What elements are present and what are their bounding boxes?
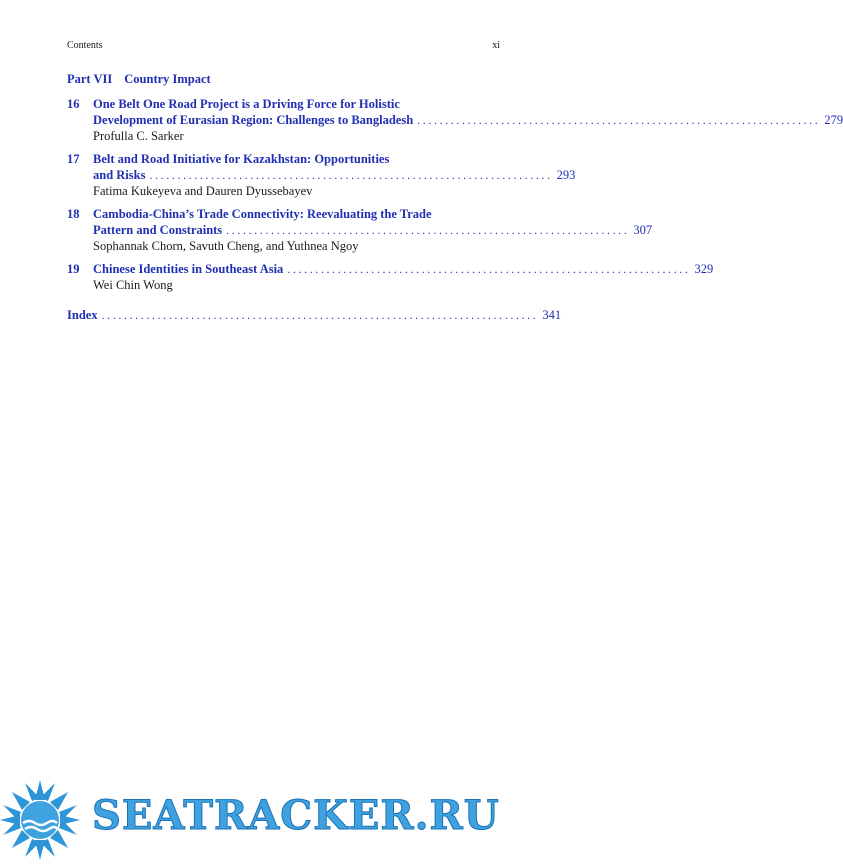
chapter-number: 19 <box>67 262 80 276</box>
chapter-page-number[interactable]: 279 <box>824 113 843 127</box>
toc-entry[interactable] <box>67 206 653 254</box>
index-page-number[interactable]: 341 <box>542 308 562 322</box>
chapter-authors: Wei Chin Wong <box>93 278 173 292</box>
chapter-page-number[interactable]: 293 <box>556 168 576 182</box>
chapter-title-line[interactable]: Belt and Road Initiative for Kazakhstan: Opportunities <box>93 152 390 166</box>
chapter-title-line[interactable]: Chinese Identities in Southeast Asia <box>93 262 284 276</box>
toc-list <box>67 96 843 300</box>
index-entry[interactable] <box>67 308 562 323</box>
chapter-number: 17 <box>67 152 80 166</box>
part-heading <box>67 72 211 87</box>
chapter-authors: Profulla C. Sarker <box>93 129 184 143</box>
chapter-title-line[interactable]: One Belt One Road Project is a Driving Force for Holistic <box>93 97 400 111</box>
chapter-number: 16 <box>67 97 80 111</box>
chapter-title-line[interactable]: Pattern and Constraints <box>93 223 223 237</box>
dot-leader: ........................................................................ <box>226 223 630 237</box>
chapter-authors: Fatima Kukeyeva and Dauren Dyussebayev <box>93 184 313 198</box>
index-label[interactable]: Index <box>67 308 98 322</box>
chapter-title-line[interactable]: and Risks <box>93 168 146 182</box>
running-header <box>67 40 500 54</box>
chapter-authors: Sophannak Chorn, Savuth Cheng, and Yuthnea Ngoy <box>93 239 359 253</box>
dot-leader: ........................................................................ <box>417 113 821 127</box>
toc-entry[interactable] <box>67 151 576 199</box>
part-number: Part VII <box>67 72 113 86</box>
header-section-title: Contents <box>67 40 103 51</box>
dot-leader: .............................................................................. <box>101 308 539 322</box>
dot-leader: ........................................................................ <box>149 168 553 182</box>
chapter-page-number[interactable]: 329 <box>694 262 714 276</box>
part-title: Country Impact <box>124 72 211 86</box>
toc-entry[interactable] <box>67 261 714 293</box>
chapter-page-number[interactable]: 307 <box>633 223 653 237</box>
dot-leader: ........................................................................ <box>287 262 691 276</box>
watermark-text: SEATRACKER.RU <box>92 792 500 839</box>
chapter-number: 18 <box>67 207 80 221</box>
chapter-title-line[interactable]: Development of Eurasian Region: Challenges to Bangladesh <box>93 113 414 127</box>
chapter-title-line[interactable]: Cambodia-China’s Trade Connectivity: Reevaluating the Trade <box>93 207 432 221</box>
header-page-number: xi <box>492 40 500 51</box>
toc-entry[interactable] <box>67 96 843 144</box>
